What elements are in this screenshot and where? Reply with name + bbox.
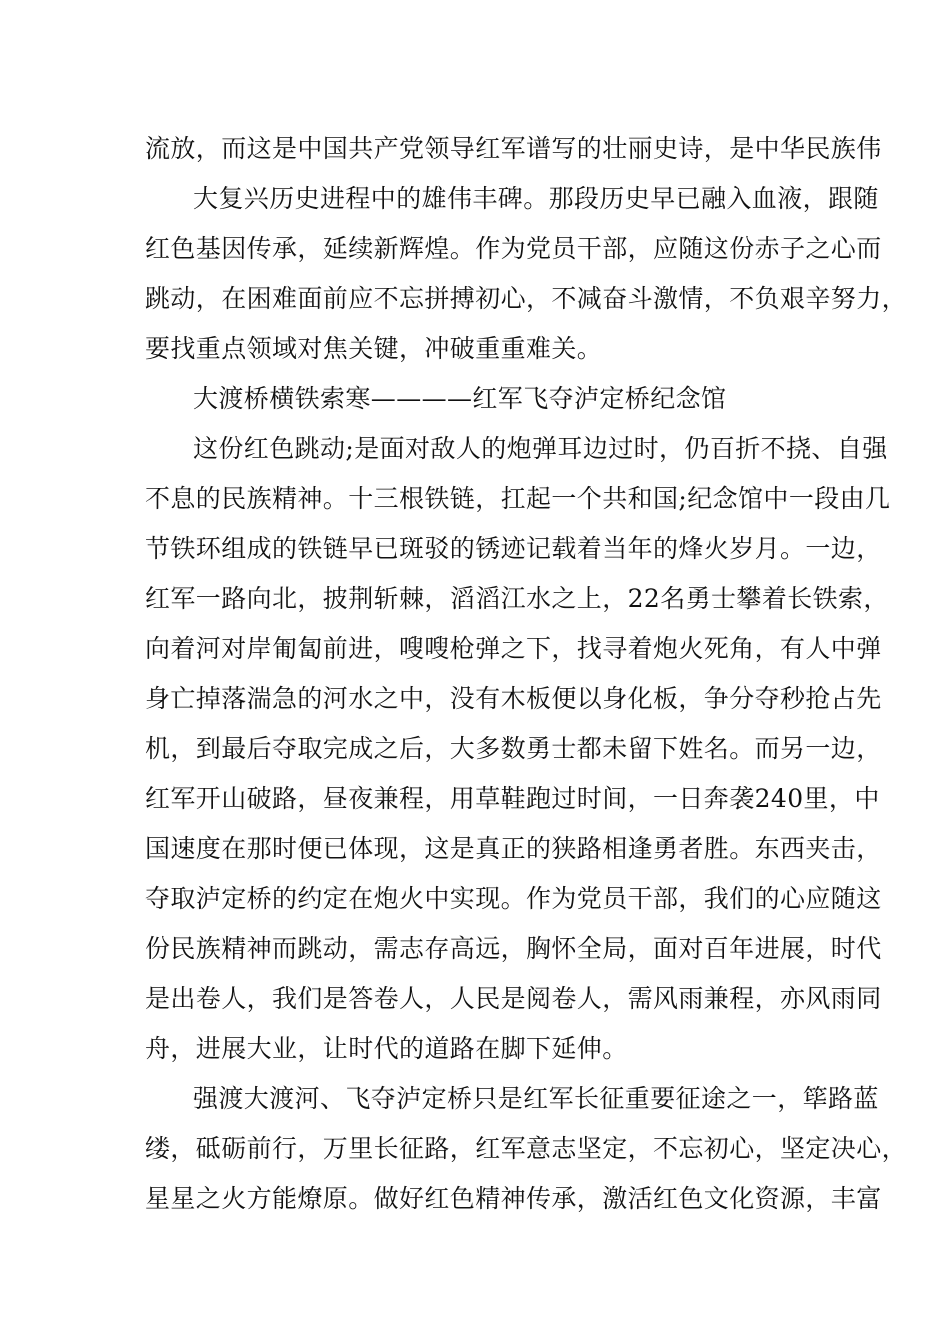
- text-line: 不息的民族精神。十三根铁链，扛起一个共和国;纪念馆中一段由几: [145, 484, 891, 513]
- text-line: 红色基因传承，延续新辉煌。作为党员干部，应随这份赤子之心而: [145, 234, 882, 263]
- text-line: 流放，而这是中国共产党领导红军谱写的壮丽史诗，是中华民族伟: [145, 134, 882, 163]
- text-line: 机，到最后夺取完成之后，大多数勇士都未留下姓名。而另一边，: [145, 734, 882, 763]
- text-line: 节铁环组成的铁链早已斑驳的锈迹记载着当年的烽火岁月。一边，: [145, 534, 882, 563]
- text-line: 夺取泸定桥的约定在炮火中实现。作为党员干部，我们的心应随这: [145, 884, 882, 913]
- text-line: 跳动，在困难面前应不忘拼搏初心，不减奋斗激情，不负艰辛努力，: [145, 284, 908, 313]
- text-line: 强渡大渡河、飞夺泸定桥只是红军长征重要征途之一，筚路蓝: [193, 1084, 879, 1113]
- text-line: 红军一路向北，披荆斩棘，滔滔江水之上，22名勇士攀着长铁索，: [145, 584, 889, 613]
- section-heading: 大渡桥横铁索寒————红军飞夺泸定桥纪念馆: [193, 384, 727, 413]
- text-line: 身亡掉落湍急的河水之中，没有木板便以身化板，争分夺秒抢占先: [145, 684, 882, 713]
- text-line: 缕，砥砺前行，万里长征路，红军意志坚定，不忘初心，坚定决心，: [145, 1134, 908, 1163]
- text-line: 是出卷人，我们是答卷人，人民是阅卷人，需风雨兼程，亦风雨同: [145, 984, 882, 1013]
- text-line: 份民族精神而跳动，需志存高远，胸怀全局，面对百年进展，时代: [145, 934, 882, 963]
- text-line: 要找重点领域对焦关键，冲破重重难关。: [145, 334, 603, 363]
- text-line: 大复兴历史进程中的雄伟丰碑。那段历史早已融入血液，跟随: [193, 184, 879, 213]
- text-line: 国速度在那时便已体现，这是真正的狭路相逢勇者胜。东西夹击，: [145, 834, 882, 863]
- text-line: 这份红色跳动;是面对敌人的炮弹耳边过时，仍百折不挠、自强: [193, 434, 888, 463]
- text-line: 向着河对岸匍匐前进，嗖嗖枪弹之下，找寻着炮火死角，有人中弹: [145, 634, 882, 663]
- text-line: 红军开山破路，昼夜兼程，用草鞋跑过时间，一日奔袭240里，中: [145, 784, 880, 813]
- text-line: 星星之火方能燎原。做好红色精神传承，激活红色文化资源，丰富: [145, 1184, 882, 1213]
- text-line: 舟，进展大业，让时代的道路在脚下延伸。: [145, 1034, 628, 1063]
